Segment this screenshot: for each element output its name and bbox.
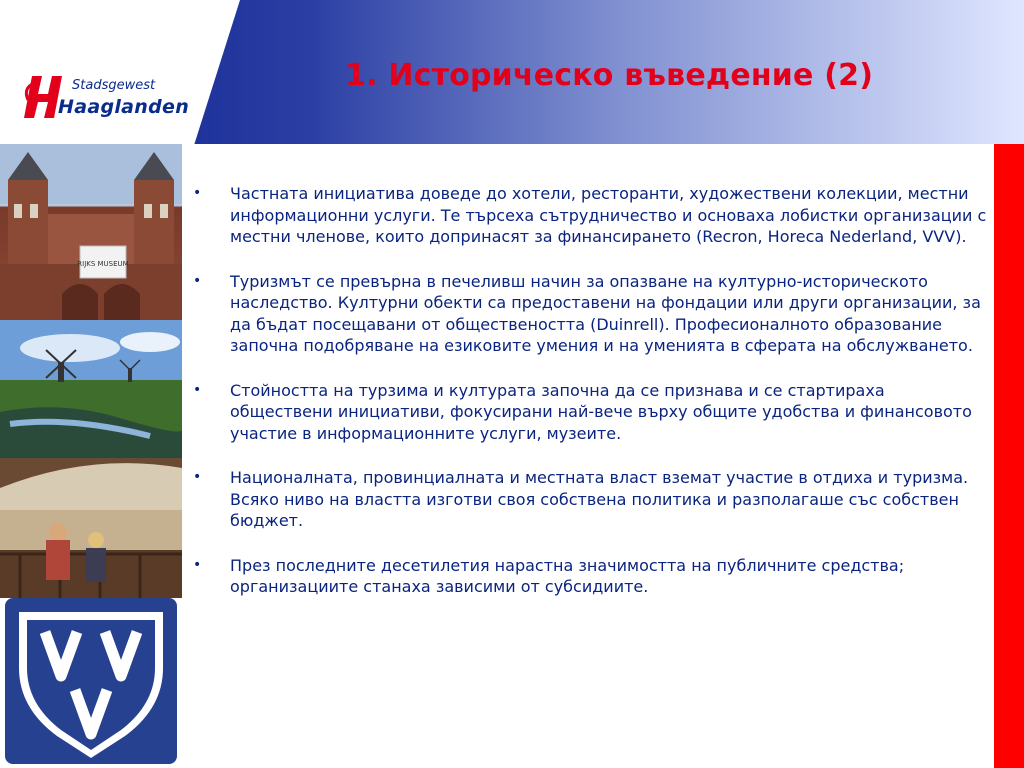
balcony-photo — [0, 458, 182, 598]
bullet-list — [190, 183, 990, 621]
museum-sign-label: RIJKS MUSEUM — [77, 260, 129, 268]
bullet-item — [190, 183, 990, 248]
bullet-dot: • — [193, 556, 202, 573]
logo-line-2: Haaglanden — [58, 96, 190, 118]
windmill-photo — [0, 320, 182, 458]
bullet-dot: • — [193, 272, 202, 289]
vvv-icon — [5, 598, 177, 764]
balcony-illustration — [0, 458, 182, 598]
slide-title: 1. Историческо въведение (2) — [345, 58, 874, 93]
right-red-bar — [994, 144, 1024, 768]
bullet-item — [190, 555, 990, 598]
windmill-illustration — [0, 320, 182, 458]
bullet-text: Националната, провинциалната и местната власт вземат участие в отдиха и туризма. Всяко ниво на властта изготви своя собствена политика и разполагаше със собствен бюджет. — [230, 468, 969, 530]
bullet-text: Туризмът се превърна в печеливш начин за опазване на културно-историческото наследство. Културни обекти са предоставени на фондации или други организации, за да бъдат посещавани от обществеността (Duinrell). Професионалното образование започна подобряване на езиковите умения и на уменията в сферата на обслужването. — [230, 271, 981, 355]
bullet-item — [190, 380, 990, 445]
rijksmuseum-sign-text — [77, 260, 128, 268]
bullet-dot: • — [193, 185, 202, 201]
bullet-text: Частната инициатива доведе до хотели, ресторанти, художествени колекции, местни информационни услуги. Те търсеха сътрудничество и основаха лобистки организации с местни членове, които допринасят за финансирането (Recron, Horeca Nederland, VVV). — [230, 184, 987, 246]
vvv-logo — [5, 598, 177, 764]
logo-line-1: Stadsgewest — [72, 78, 156, 93]
bullet-item — [190, 271, 990, 357]
rijksmuseum-photo — [0, 144, 182, 320]
haaglanden-logo — [24, 74, 204, 124]
rijksmuseum-illustration — [0, 144, 182, 320]
bullet-dot: • — [193, 381, 202, 398]
bullet-text: Стойността на турзима и културата започна да се признава и се стартираха обществени инициативи, фокусирани най-вече върху общите удобства и финансовото участие в информационните услуги, музеите. — [230, 380, 972, 443]
bullet-dot: • — [193, 469, 202, 485]
bullet-text: През последните десетилетия нарастна значимостта на публичните средства; организациите станаха зависими от субсидиите. — [230, 555, 905, 596]
bullet-item — [190, 467, 990, 532]
